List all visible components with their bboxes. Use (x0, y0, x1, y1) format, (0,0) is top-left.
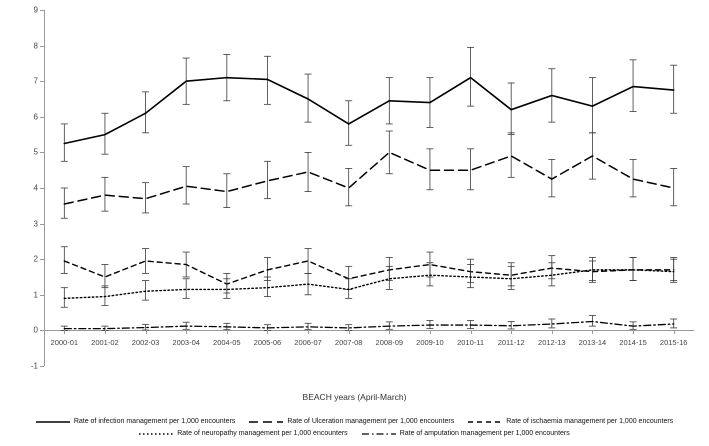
y-tick-mark (40, 152, 44, 153)
plot-area (44, 10, 694, 366)
x-tick-mark (633, 330, 634, 334)
x-tick-mark (430, 330, 431, 334)
x-tick-mark (349, 330, 350, 334)
y-tick-label: -1 (30, 361, 38, 371)
x-tick-mark (146, 330, 147, 334)
series-0 (61, 47, 677, 161)
x-tick-mark (471, 330, 472, 334)
series-4 (61, 315, 677, 330)
legend-item (249, 416, 454, 428)
x-tick-label: 2009-10 (416, 338, 444, 348)
y-tick-label: 5 (33, 147, 38, 157)
y-tick-mark (40, 224, 44, 225)
x-tick-label: 2001-02 (91, 338, 119, 348)
x-tick-label: 2006-07 (294, 338, 322, 348)
y-tick-mark (40, 330, 44, 331)
series-line (64, 270, 673, 298)
y-tick-mark (40, 259, 44, 260)
y-tick-mark (40, 46, 44, 47)
x-tick-mark (105, 330, 106, 334)
y-tick-label: 3 (33, 219, 38, 229)
legend-line-icon (139, 430, 173, 438)
y-tick-label: 0 (33, 325, 38, 335)
x-tick-mark (267, 330, 268, 334)
y-tick-label: 1 (33, 290, 38, 300)
x-tick-mark (389, 330, 390, 334)
x-tick-label: 2014-15 (619, 338, 647, 348)
x-tick-mark (308, 330, 309, 334)
x-tick-label: 2003-04 (172, 338, 200, 348)
y-tick-label: 8 (33, 41, 38, 51)
x-tick-label: 2002-03 (131, 338, 160, 348)
x-tick-label: 2015-16 (659, 338, 688, 348)
y-tick-label: 6 (33, 112, 38, 122)
x-tick-label: 2000-01 (50, 338, 79, 348)
legend-label: Rate of amputation management per 1,000 encounters (399, 430, 570, 437)
y-tick-mark (40, 10, 44, 11)
x-tick-label: 2013-14 (578, 338, 607, 348)
y-tick-mark (40, 366, 44, 367)
y-tick-label: 9 (33, 5, 38, 15)
x-tick-label: 2010-11 (457, 338, 485, 348)
x-tick-mark (64, 330, 65, 334)
x-tick-label: 2007-08 (334, 338, 363, 348)
x-tick-mark (592, 330, 593, 334)
x-tick-mark (186, 330, 187, 334)
x-tick-label: 2004-05 (213, 338, 241, 348)
legend-line-icon (468, 418, 502, 426)
x-tick-mark (674, 330, 675, 334)
legend-row-bottom (0, 428, 709, 440)
x-tick-label: 2012-13 (538, 338, 566, 348)
series-lines (44, 10, 694, 366)
y-tick-mark (40, 295, 44, 296)
x-tick-label: 2005-06 (253, 338, 282, 348)
legend-item (139, 428, 347, 440)
legend-label: Rate of Ulceration management per 1,000 encounters (287, 418, 455, 425)
series-1 (61, 131, 677, 218)
series-line (64, 261, 673, 284)
legend-line-icon (362, 430, 396, 438)
legend-row-top (0, 416, 709, 428)
legend-item (468, 416, 673, 428)
legend-label: Rate of infection management per 1,000 encounters (73, 418, 236, 425)
series-2 (61, 247, 677, 293)
y-tick-label: 7 (33, 76, 38, 86)
series-line (64, 152, 673, 204)
y-tick-mark (40, 81, 44, 82)
x-tick-mark (511, 330, 512, 334)
x-tick-mark (227, 330, 228, 334)
series-3 (61, 257, 677, 307)
x-axis-title: BEACH years (April-March) (302, 392, 407, 402)
x-tick-label: 2008-09 (375, 338, 404, 348)
x-tick-label: 2011-12 (497, 338, 525, 348)
legend-label: Rate of neuropathy management per 1,000 encounters (177, 430, 348, 437)
legend-label: Rate of ischaemia management per 1,000 encounters (506, 418, 674, 425)
series-line (64, 322, 673, 329)
y-tick-label: 2 (33, 254, 38, 264)
series-line (64, 78, 673, 144)
y-tick-label: 4 (33, 183, 38, 193)
legend-line-icon (36, 418, 70, 426)
y-tick-mark (40, 117, 44, 118)
chart-legend (0, 416, 709, 440)
legend-line-icon (249, 418, 283, 426)
x-tick-mark (552, 330, 553, 334)
legend-item (36, 416, 236, 428)
legend-item (362, 428, 570, 440)
y-tick-mark (40, 188, 44, 189)
